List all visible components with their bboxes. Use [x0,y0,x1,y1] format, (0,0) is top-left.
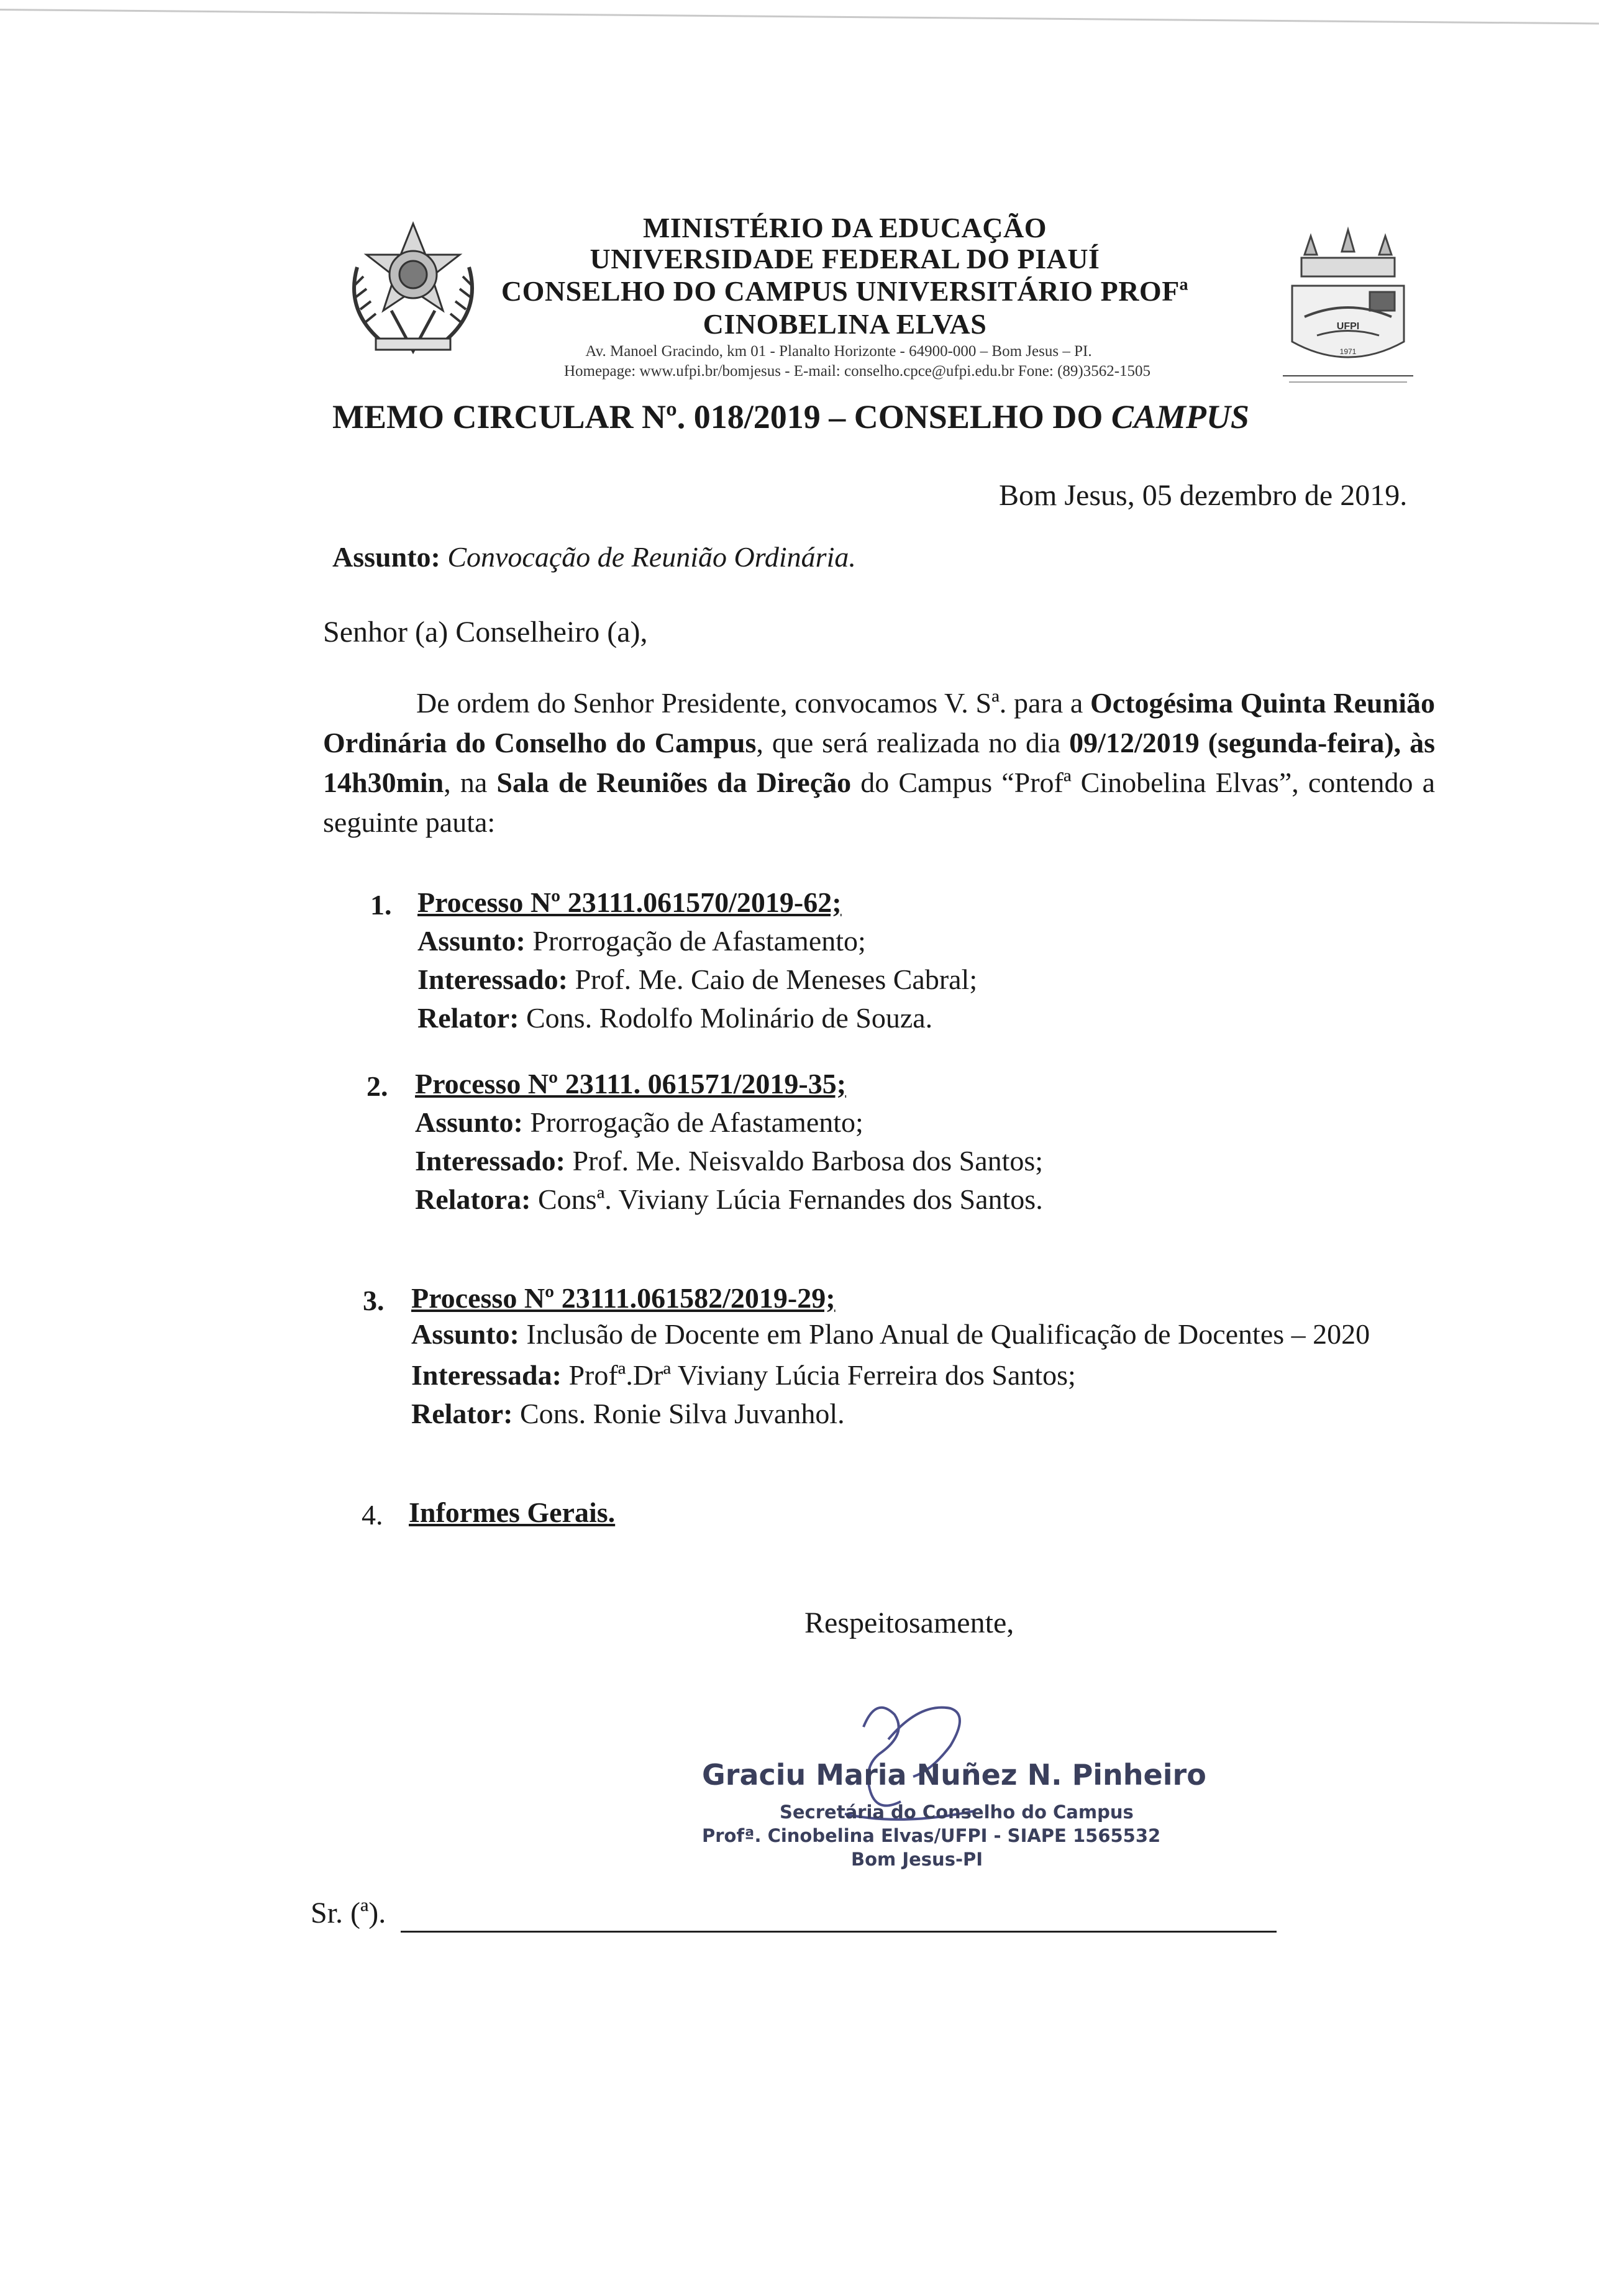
memo-subject [332,540,856,573]
para-text-4: do Campus “Profª Cinobelina Elvas”, contendo a seguinte pauta: [323,767,1435,838]
para-meeting-name: Octogésima Quinta Reunião Ordinária do Conselho do Campus [323,687,1435,758]
subject-text: Convocação de Reunião Ordinária. [447,541,856,573]
agenda-item-1 [417,883,1442,1037]
agenda-item-2 [415,1065,1440,1219]
greeting: Senhor (a) Conselheiro (a), [323,616,648,649]
item-2-number: 2. [367,1070,388,1102]
subject-label: Assunto: [332,541,440,573]
item-1-processo: Processo Nº 23111.061570/2019-62; [417,886,842,918]
para-meeting-date: 09/12/2019 (segunda-feira), às 14h30min [323,727,1435,798]
item-1-interessado: Prof. Me. Caio de Meneses Cabral; [575,964,978,995]
para-meeting-room: Sala de Reuniões da Direção [496,767,852,798]
item-1-number: 1. [370,889,392,921]
item-3-interessado-label: Interessada: [411,1359,562,1391]
item-3-assunto-label: Assunto: [411,1318,519,1350]
item-2-interessado: Prof. Me. Neisvaldo Barbosa dos Santos; [572,1145,1044,1177]
agenda-item-3 [411,1279,1430,1433]
ufpi-logo-icon [1280,224,1416,388]
scan-edge [0,9,1599,24]
memo-title-campus: CAMPUS [1111,398,1249,435]
body-paragraph [323,683,1435,842]
item-3-processo: Processo Nº 23111.061582/2019-29; [411,1282,836,1314]
header-contacts: Homepage: www.ufpi.br/bomjesus - E-mail: conselho.cpce@ufpi.edu.br Fone: (89)3562-1505 [563,363,1151,380]
recipient-signature-line [401,1931,1277,1933]
stamp-location: Bom Jesus-PI [851,1849,983,1870]
para-text-3: , na [444,767,497,798]
closing: Respeitosamente, [804,1606,1014,1639]
brazil-coat-of-arms-icon [339,217,488,360]
item-2-relator: Consª. Viviany Lúcia Fernandes dos Santos. [537,1183,1043,1215]
item-2-relator-label: Relatora: [415,1183,531,1215]
item-3-assunto: Inclusão de Docente em Plano Anual de Qualificação de Docentes – 2020 [526,1318,1370,1350]
memo-date: Bom Jesus, 05 dezembro de 2019. [999,479,1408,512]
item-4-number: 4. [362,1499,383,1531]
stamp-role: Secretária do Conselho do Campus [780,1802,1134,1823]
item-3-number: 3. [363,1285,385,1316]
para-text-2: , que será realizada no dia [756,727,1070,758]
header-council: CONSELHO DO CAMPUS UNIVERSITÁRIO PROFª [501,275,1189,307]
header-university: UNIVERSIDADE FEDERAL DO PIAUÍ [590,243,1100,275]
header-campus-name: CINOBELINA ELVAS [703,308,987,340]
header-address: Av. Manoel Gracindo, km 01 - Planalto Horizonte - 64900-000 – Bom Jesus – PI. [585,343,1092,360]
item-1-relator-label: Relator: [417,1002,519,1034]
ufpi-logo-year: 1971 [1339,347,1357,356]
recipient-label: Sr. (ª). [311,1897,386,1929]
item-3-relator-label: Relator: [411,1398,513,1429]
item-1-interessado-label: Interessado: [417,964,568,995]
item-1-assunto-label: Assunto: [417,925,526,957]
memo-title-prefix: MEMO CIRCULAR Nº. 018/2019 – CONSELHO DO [332,398,1111,435]
header-ministry: MINISTÉRIO DA EDUCAÇÃO [643,212,1047,244]
para-text-1: De ordem do Senhor Presidente, convocamos V. Sª. para a [416,687,1090,719]
stamp-name: Graciu Maria Nuñez N. Pinheiro [702,1758,1206,1792]
item-4-informes: Informes Gerais. [409,1496,616,1528]
ufpi-logo-text: UFPI [1336,321,1360,332]
item-2-processo: Processo Nº 23111. 061571/2019-35; [415,1068,847,1100]
item-2-assunto: Prorrogação de Afastamento; [530,1106,863,1138]
item-2-assunto-label: Assunto: [415,1106,523,1138]
stamp-siape: Profª. Cinobelina Elvas/UFPI - SIAPE 1565532 [702,1825,1161,1846]
item-3-interessado: Profª.Drª Viviany Lúcia Ferreira dos Santos; [568,1359,1076,1391]
memo-title [332,398,1249,436]
item-1-relator: Cons. Rodolfo Molinário de Souza. [526,1002,933,1034]
item-1-assunto: Prorrogação de Afastamento; [532,925,866,957]
item-3-relator: Cons. Ronie Silva Juvanhol. [519,1398,845,1429]
item-2-interessado-label: Interessado: [415,1145,565,1177]
